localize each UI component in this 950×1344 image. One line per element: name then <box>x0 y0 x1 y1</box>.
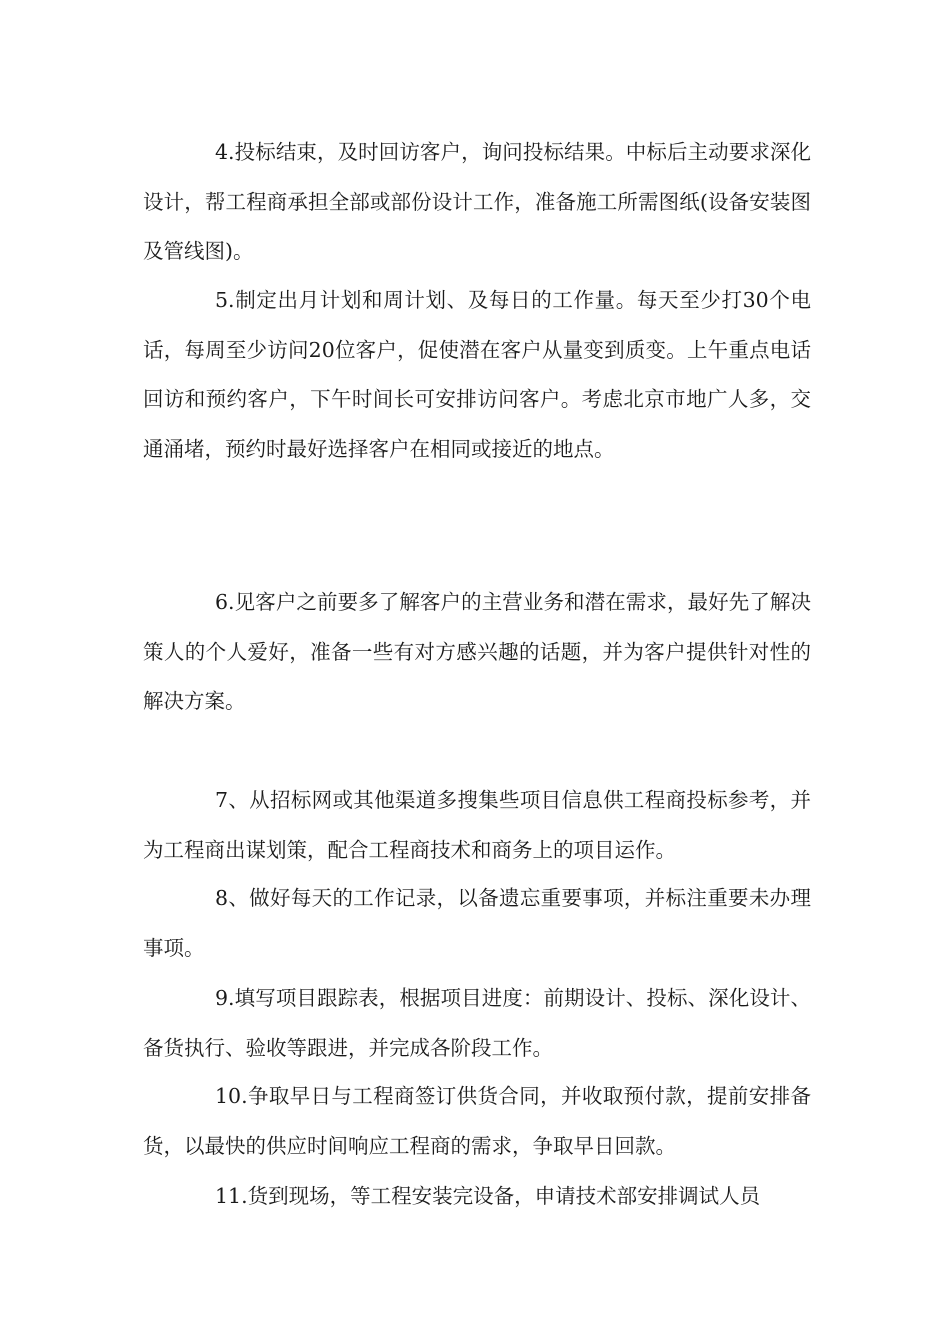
paragraph-4: 4.投标结束，及时回访客户，询问投标结果。中标后主动要求深化设计，帮工程商承担全部或部份设计工作，准备施工所需图纸(设备安装图及管线图)。 <box>143 140 811 263</box>
paragraph-11: 11.货到现场，等工程安装完设备，申请技术部安排调试人员 <box>215 1184 761 1208</box>
paragraph-10: 10.争取早日与工程商签订供货合同，并收取预付款，提前安排备货，以最快的供应时间响应工程商的需求，争取早日回款。 <box>143 1084 811 1158</box>
paragraph-5: 5.制定出月计划和周计划、及每日的工作量。每天至少打30个电话，每周至少访问20位客户，促使潜在客户从量变到质变。上午重点电话回访和预约客户，下午时间长可安排访问客户。考虑北京市地广人多，交通涌堵，预约时最好选择客户在相同或接近的地点。 <box>143 288 811 461</box>
paragraph-6: 6.见客户之前要多了解客户的主营业务和潜在需求，最好先了解决策人的个人爱好，准备一些有对方感兴趣的话题，并为客户提供针对性的解决方案。 <box>143 590 811 713</box>
paragraph-7: 7、从招标网或其他渠道多搜集些项目信息供工程商投标参考，并为工程商出谋划策，配合工程商技术和商务上的项目运作。 <box>143 788 811 862</box>
paragraph-8: 8、做好每天的工作记录，以备遗忘重要事项，并标注重要未办理事项。 <box>143 886 811 960</box>
paragraph-9: 9.填写项目跟踪表，根据项目进度：前期设计、投标、深化设计、备货执行、验收等跟进，并完成各阶段工作。 <box>143 986 811 1060</box>
